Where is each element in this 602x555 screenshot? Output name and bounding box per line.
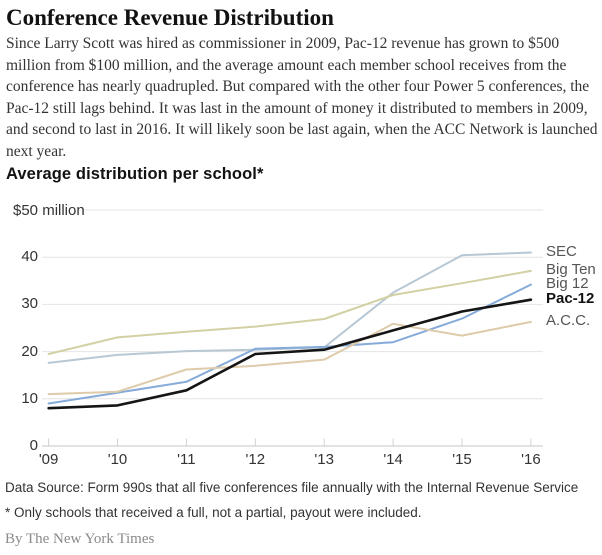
chart-canvas bbox=[0, 195, 602, 450]
series-line-big-12 bbox=[49, 285, 531, 404]
y-axis-tick-label: 40 bbox=[21, 248, 38, 266]
y-axis-tick-label: 0 bbox=[29, 437, 38, 454]
legend-label-big-12: Big 12 bbox=[546, 274, 589, 292]
chart-heading: Average distribution per school* bbox=[6, 165, 264, 183]
x-axis-tick-label: '11 bbox=[177, 451, 196, 468]
line-chart bbox=[0, 195, 602, 473]
data-source-note: Data Source: Form 990s that all five conferences file annually with the Internal Revenue Service bbox=[5, 480, 579, 495]
x-axis-tick-label: '09 bbox=[38, 451, 59, 468]
x-axis-tick-label: '15 bbox=[452, 451, 472, 468]
x-axis-tick-label: '14 bbox=[383, 451, 403, 468]
page-title: Conference Revenue Distribution bbox=[6, 5, 334, 30]
legend-label-sec: SEC bbox=[546, 242, 577, 260]
x-axis-tick-label: '13 bbox=[314, 451, 334, 468]
x-axis-tick-label: '16 bbox=[521, 451, 541, 468]
y-axis-unit-label: $50 million bbox=[13, 202, 85, 219]
y-axis-tick-label: 10 bbox=[21, 389, 38, 407]
y-axis-tick-label: 30 bbox=[21, 295, 38, 313]
legend-label-pac-12: Pac-12 bbox=[546, 289, 595, 307]
byline: By The New York Times bbox=[5, 531, 155, 547]
x-axis-tick-label: '12 bbox=[245, 451, 266, 468]
x-axis-tick-label: '10 bbox=[107, 451, 128, 468]
legend-label-acc: A.C.C. bbox=[546, 311, 591, 329]
legend-label-big-ten: Big Ten bbox=[546, 260, 596, 278]
y-axis-tick-label: 20 bbox=[21, 342, 38, 360]
intro-paragraph: Since Larry Scott was hired as commissioner in 2009, Pac-12 revenue has grown to $500 million from $100 million, and the average amount each member school receives from the conference has nearly quadrupled. But compared with the other four Power 5 conferences, the Pac-12 still lags behind. It was last in the amount of money it distributed to members in 2009, and second to last in 2016. It will likely soon be last again, when the ACC Network is launched next year. bbox=[6, 35, 598, 160]
series-line-sec bbox=[49, 253, 531, 363]
footnote: * Only schools that received a full, not a partial, payout were included. bbox=[5, 505, 422, 520]
series-line-a-c-c- bbox=[49, 322, 531, 394]
